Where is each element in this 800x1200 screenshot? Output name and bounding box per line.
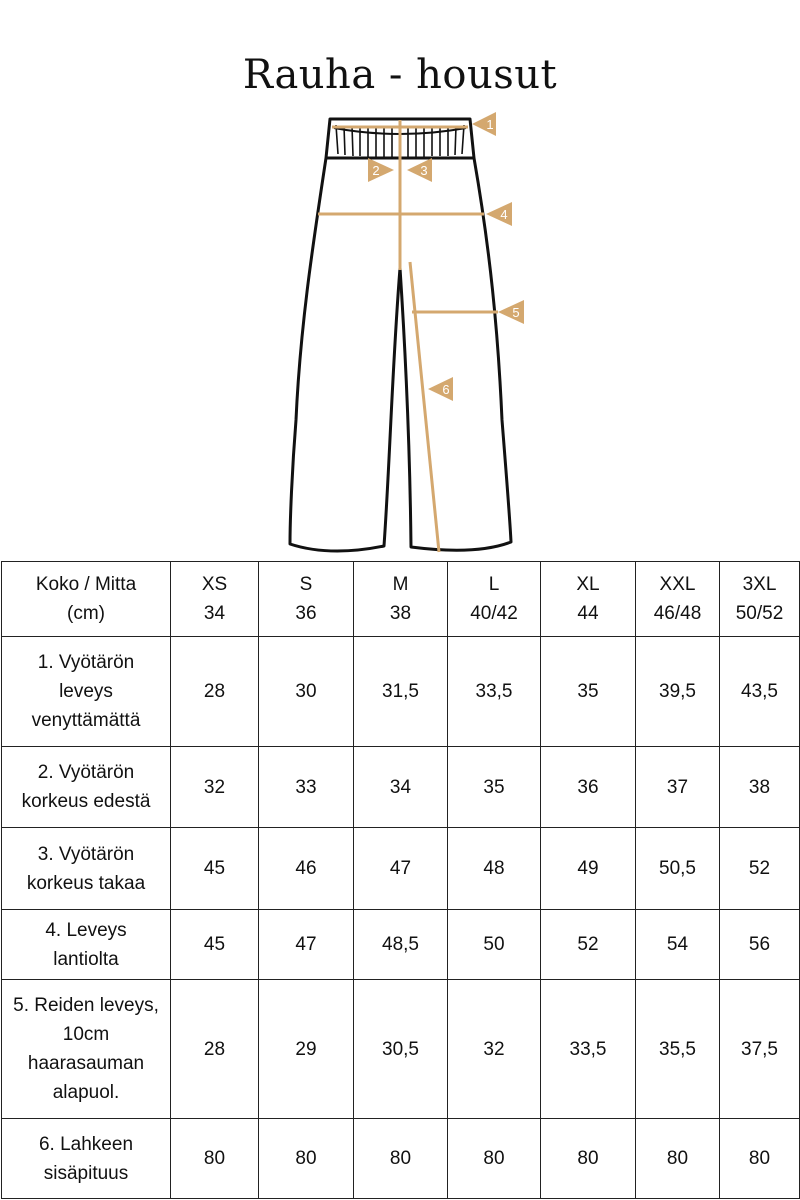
svg-text:4: 4 [500, 207, 508, 222]
table-cell: 47 [354, 828, 448, 910]
table-cell: 52 [720, 828, 800, 910]
row-label: 3. Vyötärön korkeus takaa [2, 828, 171, 910]
table-cell: 32 [448, 980, 541, 1119]
table-cell: 48,5 [354, 910, 448, 980]
measurement-lines [318, 120, 498, 552]
table-cell: 30 [259, 637, 354, 747]
table-cell: 47 [259, 910, 354, 980]
size-header-xl: XL 44 [541, 562, 636, 637]
marker-5 [498, 300, 524, 324]
row-label: 4. Leveys lantiolta [2, 910, 171, 980]
table-cell: 28 [171, 637, 259, 747]
row-label: 5. Reiden leveys, 10cm haarasauman alapuol. [2, 980, 171, 1119]
svg-text:6: 6 [442, 382, 450, 397]
marker-6 [428, 377, 453, 401]
table-cell: 46 [259, 828, 354, 910]
size-header-s: S 36 [259, 562, 354, 637]
row-label: 6. Lahkeen sisäpituus [2, 1119, 171, 1199]
table-header-row [2, 562, 800, 637]
marker-3 [407, 158, 432, 182]
marker-4 [486, 202, 512, 226]
row-label: 2. Vyötärön korkeus edestä [2, 747, 171, 828]
table-cell: 52 [541, 910, 636, 980]
size-header-3xl: 3XL 50/52 [720, 562, 800, 637]
row-label: 1. Vyötärön leveys venyttämättä [2, 637, 171, 747]
marker-2 [368, 158, 394, 182]
table-cell: 33,5 [448, 637, 541, 747]
table-cell: 80 [541, 1119, 636, 1199]
table-row [2, 1119, 800, 1199]
table-row [2, 910, 800, 980]
table-cell: 80 [259, 1119, 354, 1199]
svg-text:3: 3 [420, 163, 428, 178]
page-title: Rauha - housut [242, 52, 558, 98]
table-cell: 31,5 [354, 637, 448, 747]
table-cell: 50,5 [636, 828, 720, 910]
table-row [2, 980, 800, 1119]
pants-diagram [0, 0, 800, 560]
svg-text:1: 1 [486, 117, 494, 132]
table-row [2, 828, 800, 910]
size-header-xxl: XXL 46/48 [636, 562, 720, 637]
size-header-xs: XS 34 [171, 562, 259, 637]
table-cell: 80 [636, 1119, 720, 1199]
table-cell: 28 [171, 980, 259, 1119]
svg-text:2: 2 [372, 163, 380, 178]
table-cell: 50 [448, 910, 541, 980]
table-cell: 43,5 [720, 637, 800, 747]
table-cell: 80 [171, 1119, 259, 1199]
table-cell: 35 [541, 637, 636, 747]
table-cell: 35 [448, 747, 541, 828]
table-cell: 80 [720, 1119, 800, 1199]
size-header-l: L 40/42 [448, 562, 541, 637]
table-cell: 38 [720, 747, 800, 828]
table-row [2, 637, 800, 747]
table-cell: 54 [636, 910, 720, 980]
table-cell: 37 [636, 747, 720, 828]
table-cell: 29 [259, 980, 354, 1119]
table-cell: 30,5 [354, 980, 448, 1119]
table-cell: 36 [541, 747, 636, 828]
table-cell: 39,5 [636, 637, 720, 747]
table-cell: 34 [354, 747, 448, 828]
table-cell: 56 [720, 910, 800, 980]
table-cell: 48 [448, 828, 541, 910]
table-cell: 33,5 [541, 980, 636, 1119]
table-cell: 37,5 [720, 980, 800, 1119]
table-cell: 49 [541, 828, 636, 910]
table-cell: 80 [448, 1119, 541, 1199]
table-cell: 80 [354, 1119, 448, 1199]
table-cell: 35,5 [636, 980, 720, 1119]
table-cell: 45 [171, 910, 259, 980]
marker-1 [472, 112, 496, 136]
size-table [1, 561, 800, 1199]
table-corner-cell: Koko / Mitta (cm) [2, 562, 171, 637]
size-header-m: M 38 [354, 562, 448, 637]
table-cell: 45 [171, 828, 259, 910]
table-row [2, 747, 800, 828]
table-cell: 33 [259, 747, 354, 828]
svg-text:5: 5 [512, 305, 520, 320]
table-cell: 32 [171, 747, 259, 828]
